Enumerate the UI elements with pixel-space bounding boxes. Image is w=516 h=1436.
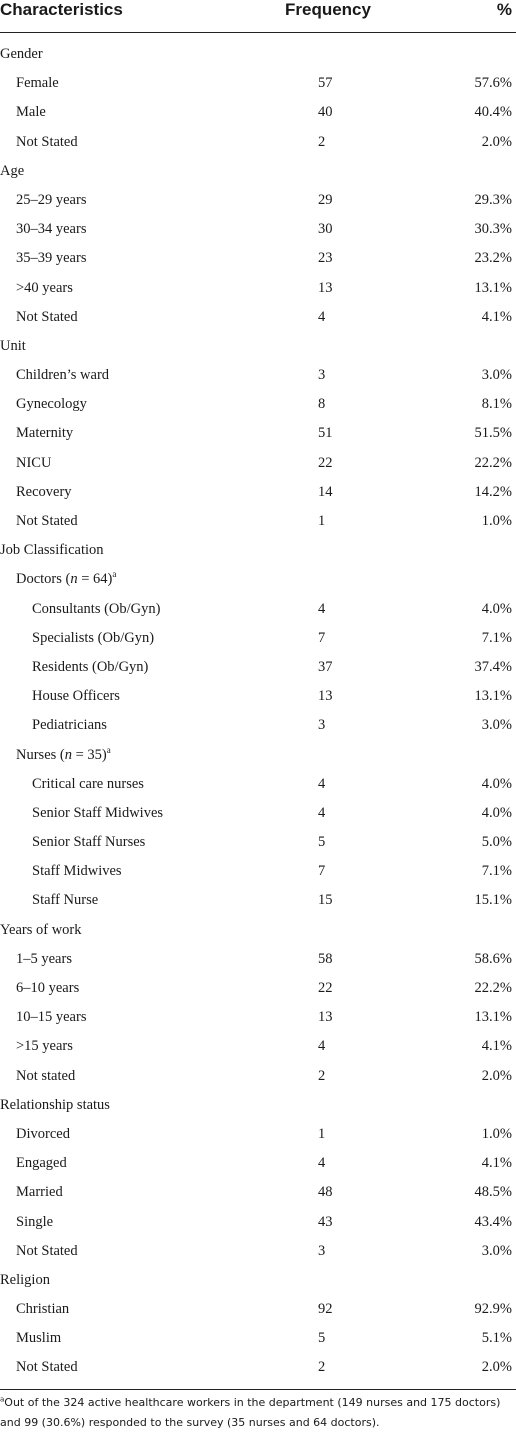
table-row: [0, 507, 516, 536]
row-label: Not Stated: [16, 308, 78, 325]
row-percent: 13.1%: [474, 688, 512, 705]
row-percent: 2.0%: [481, 1359, 512, 1376]
row-label: Years of work: [0, 921, 82, 938]
table-header: [0, 0, 516, 33]
row-percent: 23.2%: [474, 250, 512, 267]
row-percent: 22.2%: [474, 454, 512, 471]
table-row: [0, 1178, 516, 1207]
row-frequency: 5: [318, 834, 326, 851]
table-row: [0, 215, 516, 244]
table-row: [0, 274, 516, 303]
footnote-ref: a: [112, 569, 117, 580]
row-frequency: 4: [318, 1038, 326, 1055]
row-percent: 8.1%: [481, 396, 512, 413]
row-percent: 30.3%: [474, 221, 512, 238]
row-label: Senior Staff Nurses: [32, 834, 146, 851]
footnote-text: Out of the 324 active healthcare workers in the department (149 nurses and 175 doctors) and 99 (30.6%) responded to the survey (35 nurses and 64 doctors).: [0, 1395, 501, 1429]
row-frequency: 1: [318, 513, 326, 529]
row-label: Pediatricians: [32, 717, 107, 734]
row-frequency: 58: [318, 950, 333, 967]
row-frequency: 51: [318, 425, 333, 442]
row-label: Gynecology: [16, 396, 87, 413]
row-percent: 58.6%: [474, 950, 512, 967]
table-row: [0, 1237, 516, 1266]
row-frequency: 15: [318, 892, 333, 909]
footnote-marker: a: [0, 1394, 5, 1403]
table-row: [0, 974, 516, 1003]
row-label: Not Stated: [16, 1359, 78, 1376]
header-percent: %: [496, 0, 512, 19]
row-label: Age: [0, 162, 25, 179]
row-label: 25–29 years: [16, 191, 87, 208]
row-frequency: 22: [318, 980, 333, 996]
section-row: [0, 157, 516, 186]
row-label: NICU: [16, 454, 52, 471]
row-percent: 4.1%: [481, 308, 512, 325]
table-body: [0, 33, 516, 1390]
row-percent: 2.0%: [481, 1067, 512, 1084]
row-percent: 1.0%: [481, 1125, 512, 1142]
table-footnote: [0, 1390, 516, 1433]
table-row: [0, 1062, 516, 1091]
row-label: Recovery: [16, 483, 72, 500]
row-frequency: 4: [318, 804, 326, 821]
row-percent: 4.0%: [481, 600, 512, 617]
table-row: [0, 1120, 516, 1149]
row-frequency: 22: [318, 454, 333, 471]
row-percent: 29.3%: [474, 191, 512, 208]
table-row: [0, 711, 516, 740]
row-percent: 4.0%: [481, 775, 512, 792]
row-label: 30–34 years: [16, 221, 87, 238]
row-frequency: 92: [318, 1301, 333, 1318]
row-label: Religion: [0, 1271, 50, 1288]
row-label: Muslim: [16, 1330, 62, 1347]
table-row: [0, 361, 516, 390]
row-label: Senior Staff Midwives: [32, 804, 164, 821]
row-label: Not Stated: [16, 513, 78, 529]
row-percent: 57.6%: [474, 75, 512, 92]
row-frequency: 57: [318, 75, 333, 92]
table-row: [0, 1208, 516, 1237]
table-row: [0, 653, 516, 682]
row-percent: 3.0%: [481, 717, 512, 734]
row-frequency: 7: [318, 629, 326, 646]
row-percent: 5.1%: [481, 1330, 512, 1347]
table-row: [0, 595, 516, 624]
row-frequency: 2: [318, 1359, 326, 1376]
row-label: Engaged: [16, 1155, 67, 1172]
row-frequency: 29: [318, 191, 333, 208]
row-frequency: 14: [318, 483, 333, 500]
row-percent: 13.1%: [474, 279, 512, 296]
row-percent: 22.2%: [474, 980, 512, 996]
row-frequency: 13: [318, 1009, 333, 1026]
table-row: [0, 98, 516, 127]
row-label: Not Stated: [16, 1242, 78, 1259]
table-row: [0, 624, 516, 653]
row-frequency: 2: [318, 133, 326, 150]
row-label: Gender: [0, 46, 43, 62]
row-percent: 51.5%: [474, 425, 512, 442]
table-row: [0, 945, 516, 974]
row-percent: 4.1%: [481, 1155, 512, 1172]
row-label: Christian: [16, 1301, 70, 1318]
row-frequency: 4: [318, 775, 326, 792]
table-row: [0, 186, 516, 215]
table-row: [0, 1295, 516, 1324]
row-frequency: 7: [318, 863, 326, 880]
row-frequency: 40: [318, 104, 333, 121]
section-row: [0, 332, 516, 361]
table-row: [0, 857, 516, 886]
row-label: 1–5 years: [16, 950, 72, 967]
row-frequency: 37: [318, 658, 333, 675]
row-percent: 4.1%: [481, 1038, 512, 1055]
row-label: Relationship status: [0, 1096, 110, 1113]
row-percent: 43.4%: [474, 1213, 512, 1230]
row-label: 6–10 years: [16, 980, 80, 996]
row-label: Staff Midwives: [32, 863, 122, 880]
row-frequency: 5: [318, 1330, 326, 1347]
table-row: [0, 682, 516, 711]
row-label: Single: [16, 1213, 54, 1230]
row-percent: 37.4%: [474, 658, 512, 675]
row-label: Doctors (n = 64)$^a$: [16, 569, 117, 588]
row-label: Specialists (Ob/Gyn): [32, 629, 155, 646]
row-frequency: 3: [318, 367, 326, 384]
table-row: [0, 449, 516, 478]
row-frequency: 43: [318, 1213, 333, 1230]
row-percent: 3.0%: [481, 1242, 512, 1259]
table-row: [0, 478, 516, 507]
table-row: [0, 1149, 516, 1178]
row-percent: 48.5%: [474, 1184, 512, 1201]
row-label: 10–15 years: [16, 1009, 87, 1026]
table-row: [0, 244, 516, 273]
row-label: Children’s ward: [16, 367, 110, 384]
row-label: Not Stated: [16, 133, 78, 150]
table-row: [0, 1353, 516, 1382]
footnote-ref: a: [106, 744, 111, 755]
row-label: >40 years: [16, 279, 73, 296]
row-label: Staff Nurse: [32, 892, 99, 909]
row-percent: 3.0%: [481, 367, 512, 384]
row-percent: 40.4%: [474, 104, 512, 121]
row-label: Unit: [0, 337, 26, 354]
row-percent: 7.1%: [481, 863, 512, 880]
row-label: Maternity: [16, 425, 74, 442]
row-percent: 7.1%: [481, 629, 512, 646]
row-percent: 14.2%: [474, 483, 512, 500]
row-frequency: 1: [318, 1125, 326, 1142]
row-label: House Officers: [32, 688, 120, 705]
row-frequency: 48: [318, 1184, 333, 1201]
row-frequency: 30: [318, 221, 333, 238]
row-percent: 4.0%: [481, 804, 512, 821]
row-frequency: 4: [318, 600, 326, 617]
row-frequency: 3: [318, 717, 326, 734]
row-frequency: 2: [318, 1067, 326, 1084]
section-row: [0, 1091, 516, 1120]
table-row: [0, 128, 516, 157]
row-label: Married: [16, 1184, 63, 1201]
row-label: Male: [16, 104, 46, 121]
table-row: [0, 419, 516, 448]
table-row: [0, 828, 516, 857]
row-label: Female: [16, 75, 59, 92]
row-percent: 92.9%: [474, 1301, 512, 1318]
row-frequency: 8: [318, 396, 326, 413]
row-percent: 1.0%: [481, 513, 512, 529]
row-frequency: 13: [318, 279, 333, 296]
row-label: Consultants (Ob/Gyn): [32, 600, 161, 617]
table-row: [0, 390, 516, 419]
row-label: Residents (Ob/Gyn): [32, 658, 149, 675]
row-label: Divorced: [16, 1125, 70, 1142]
table-row: [0, 303, 516, 332]
header-frequency: Frequency: [285, 0, 371, 19]
table-row: [0, 770, 516, 799]
row-frequency: 23: [318, 250, 333, 267]
row-frequency: 4: [318, 1155, 326, 1172]
table-row: [0, 886, 516, 915]
table-row: [0, 1032, 516, 1061]
section-row: [0, 536, 516, 565]
row-label: Not stated: [16, 1067, 76, 1084]
table-row: [0, 1003, 516, 1032]
row-label: Nurses (n = 35)$^a$: [16, 744, 111, 763]
section-row: [0, 1266, 516, 1295]
subgroup-row: [0, 741, 516, 770]
header-characteristics: Characteristics: [0, 0, 123, 19]
row-label: 35–39 years: [16, 250, 87, 267]
table-row: [0, 799, 516, 828]
row-frequency: 3: [318, 1242, 326, 1259]
row-percent: 13.1%: [474, 1009, 512, 1026]
subgroup-row: [0, 565, 516, 594]
row-frequency: 4: [318, 308, 326, 325]
row-percent: 15.1%: [474, 892, 512, 909]
row-percent: 5.0%: [481, 834, 512, 851]
section-row: [0, 916, 516, 945]
row-label: Critical care nurses: [32, 775, 144, 792]
row-percent: 2.0%: [481, 133, 512, 150]
row-label: Job Classification: [0, 542, 104, 559]
table-row: [0, 69, 516, 98]
row-label: >15 years: [16, 1038, 73, 1055]
section-row: [0, 40, 516, 69]
row-frequency: 13: [318, 688, 333, 705]
table-row: [0, 1324, 516, 1353]
